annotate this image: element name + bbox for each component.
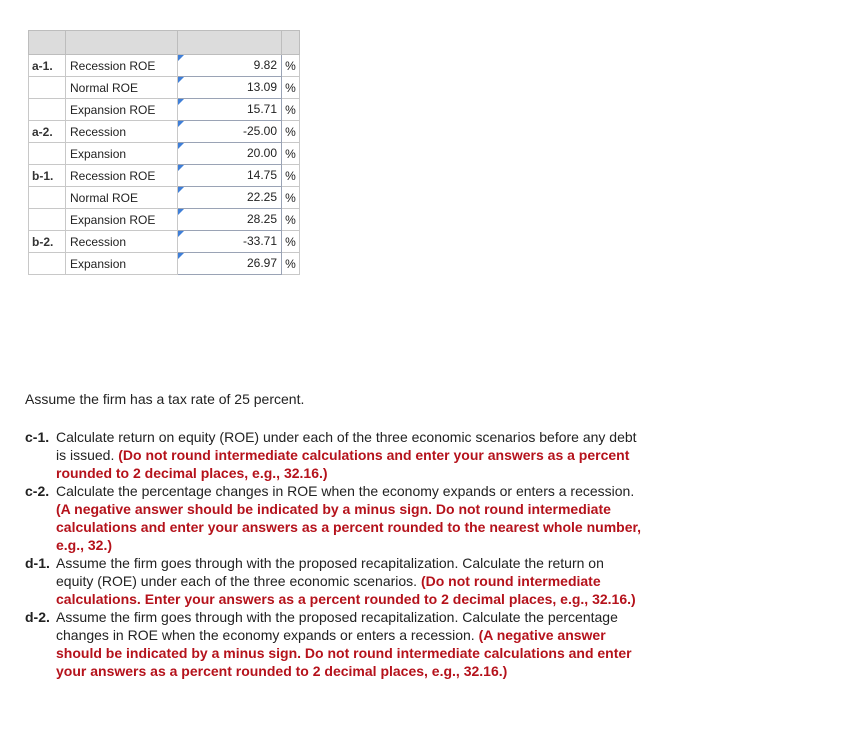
- intro-text: Assume the firm has a tax rate of 25 percent.: [25, 391, 305, 407]
- unit-label: %: [282, 165, 300, 187]
- input-flag-icon: [178, 143, 184, 149]
- answer-input[interactable]: [178, 121, 282, 143]
- header-cell: [282, 31, 300, 55]
- answer-input[interactable]: [178, 209, 282, 231]
- question-item: [25, 482, 645, 554]
- answer-input[interactable]: [178, 99, 282, 121]
- table-row: [29, 121, 300, 143]
- answer-input[interactable]: [178, 253, 282, 275]
- answer-input[interactable]: [178, 55, 282, 77]
- part-label: a-2.: [29, 121, 66, 143]
- answer-value: -33.71: [242, 234, 277, 248]
- question-instructions: (Do not round intermediate calculations. Enter your answers as a percent rounded to 2 decimal places, e.g., 32.16.): [56, 573, 636, 607]
- row-label: Expansion: [66, 143, 178, 165]
- answer-input[interactable]: [178, 143, 282, 165]
- input-flag-icon: [178, 55, 184, 61]
- unit-label: %: [282, 209, 300, 231]
- answer-value: 9.82: [253, 58, 277, 72]
- header-cell: [66, 31, 178, 55]
- row-label: Recession ROE: [66, 55, 178, 77]
- question-instructions: (A negative answer should be indicated by a minus sign. Do not round intermediate calculations and enter your answers as a percent rounded to the nearest whole number, e.g., 32.): [56, 501, 642, 553]
- row-label: Recession ROE: [66, 165, 178, 187]
- question-instructions: (Do not round intermediate calculations and enter your answers as a percent rounded to 2 decimal places, e.g., 32.16.): [56, 447, 630, 481]
- answer-value: 15.71: [246, 102, 277, 116]
- question-label: c-2.: [25, 483, 50, 499]
- question-item: [25, 428, 645, 482]
- question-item: [25, 554, 645, 608]
- question-label: c-1.: [25, 429, 50, 445]
- unit-label: %: [282, 143, 300, 165]
- input-flag-icon: [178, 231, 184, 237]
- unit-label: %: [282, 55, 300, 77]
- row-label: Expansion: [66, 253, 178, 275]
- unit-label: %: [282, 77, 300, 99]
- question-label: d-1.: [25, 555, 50, 571]
- unit-label: %: [282, 121, 300, 143]
- question-list: [25, 428, 645, 680]
- answer-value: 14.75: [246, 168, 277, 182]
- unit-label: %: [282, 187, 300, 209]
- answer-value: 28.25: [246, 212, 277, 226]
- unit-label: %: [282, 99, 300, 121]
- part-label: b-1.: [29, 165, 66, 187]
- answer-input[interactable]: [178, 187, 282, 209]
- answer-value: 26.97: [246, 256, 277, 270]
- part-label: a-1.: [29, 55, 66, 77]
- question-label: d-2.: [25, 609, 50, 625]
- input-flag-icon: [178, 187, 184, 193]
- part-label: [29, 99, 66, 121]
- question-text: Assume the firm goes through with the proposed recapitalization. Calculate the return on equity (ROE) under each of the three economic scenarios.: [56, 555, 604, 589]
- row-label: Expansion ROE: [66, 209, 178, 231]
- input-flag-icon: [178, 121, 184, 127]
- table-row: [29, 99, 300, 121]
- part-label: [29, 77, 66, 99]
- input-flag-icon: [178, 99, 184, 105]
- part-label: [29, 143, 66, 165]
- input-flag-icon: [178, 165, 184, 171]
- table-row: [29, 165, 300, 187]
- question-instructions: (A negative answer should be indicated by a minus sign. Do not round intermediate calculations and enter your answers as a percent rounded to 2 decimal places, e.g., 32.16.): [56, 627, 632, 679]
- row-label: Expansion ROE: [66, 99, 178, 121]
- table-row: [29, 209, 300, 231]
- row-label: Normal ROE: [66, 187, 178, 209]
- answer-value: 13.09: [246, 80, 277, 94]
- header-cell: [29, 31, 66, 55]
- input-flag-icon: [178, 253, 184, 259]
- row-label: Recession: [66, 231, 178, 253]
- header-cell: [178, 31, 282, 55]
- input-flag-icon: [178, 77, 184, 83]
- answer-value: -25.00: [242, 124, 277, 138]
- question-text: Assume the firm goes through with the proposed recapitalization. Calculate the percentage changes in ROE when the economy expands or enters a recession.: [56, 609, 618, 643]
- question-item: [25, 608, 645, 680]
- input-flag-icon: [178, 209, 184, 215]
- part-label: [29, 253, 66, 275]
- question-text: Calculate the percentage changes in ROE when the economy expands or enters a recession.: [56, 483, 635, 499]
- part-label: [29, 209, 66, 231]
- unit-label: %: [282, 253, 300, 275]
- table-row: [29, 187, 300, 209]
- row-label: Normal ROE: [66, 77, 178, 99]
- answer-input[interactable]: [178, 77, 282, 99]
- answer-value: 20.00: [246, 146, 277, 160]
- question-text: Calculate return on equity (ROE) under each of the three economic scenarios before any debt is issued.: [56, 429, 637, 463]
- row-label: Recession: [66, 121, 178, 143]
- part-label: b-2.: [29, 231, 66, 253]
- table-row: [29, 231, 300, 253]
- answer-value: 22.25: [246, 190, 277, 204]
- answer-input[interactable]: [178, 231, 282, 253]
- table-header-row: [29, 31, 300, 55]
- part-label: [29, 187, 66, 209]
- table-row: [29, 77, 300, 99]
- table-row: [29, 55, 300, 77]
- table-row: [29, 143, 300, 165]
- unit-label: %: [282, 231, 300, 253]
- answer-input[interactable]: [178, 165, 282, 187]
- answer-table: [28, 30, 300, 275]
- table-row: [29, 253, 300, 275]
